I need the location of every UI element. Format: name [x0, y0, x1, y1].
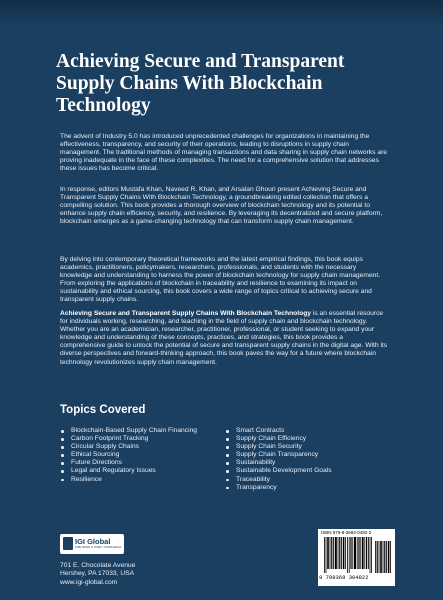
topic-item: Circular Supply Chains	[60, 443, 210, 451]
book-title-inline: Achieving Secure and Transparent Supply Chains With Blockchain Technology	[60, 310, 312, 317]
description-paragraph-4-text: is an essential resource for individuals working, researching, and teaching in the field of supply chain and blockchain technology. Whether you are an academician, researcher, practitioner, professional, or student seeking to expand your knowledge and understanding of these concepts, practices, and strategies, this book provides a comprehensive guide to unlock the potential of secure and transparent supply chains in the digital age. With its diverse perspectives and forward-thinking approach, this book paves the way for a future where blockchain technology revolutionizes supply chain management.	[60, 310, 388, 366]
description-paragraph-3: By delving into contemporary theoretical frameworks and the latest empirical findings, this book equips academics, practitioners, policymakers, researchers, professionals, and students with the necessary knowledge and understanding to harness the power of blockchain technology for supply chain management. From exploring the applications of blockchain in traceability and resilience to examining its impact on sustainability and ethical sourcing, this book covers a wide range of topics critical to achieving secure and transparent supply chains.	[60, 256, 381, 304]
logo-text: IGI Global	[75, 537, 111, 546]
description-paragraph-1: The advent of Industry 5.0 has introduced unprecedented challenges for organizations in maintaining the effectiveness, transparency, and security of their operations, leading to disruptions in supply chain management. The traditional methods of managing transactions and data sharing in supply chain networks are proving inadequate in the face of these complexities. The need for a comprehensive solution that addresses these issues has become critical.	[60, 133, 388, 173]
isbn-label: ISBN 979-8-3693-0482-2	[321, 530, 372, 535]
logo-mark-icon	[63, 537, 73, 550]
topics-list-left	[60, 427, 210, 484]
address-line-1: 701 E. Chocolate Avenue	[60, 562, 136, 569]
barcode	[318, 529, 395, 586]
topic-item: Transparency	[225, 484, 375, 492]
topic-item: Smart Contracts	[225, 427, 375, 435]
topic-item: Legal and Regulatory Issues	[60, 467, 210, 475]
top-band	[0, 0, 443, 26]
price-barcode-bars	[375, 537, 391, 573]
address-line-2: Hershey, PA 17033, USA	[60, 570, 135, 578]
description-paragraph-4	[60, 310, 390, 367]
topic-item: Supply Chain Efficiency	[225, 435, 375, 443]
topic-item: Blockchain-Based Supply Chain Financing	[60, 427, 210, 435]
publisher-address	[60, 562, 135, 587]
topic-item: Future Directions	[60, 459, 210, 467]
logo-subtext: PUBLISHER of TIMELY KNOWLEDGE	[75, 546, 122, 549]
topic-item: Traceability	[225, 476, 375, 484]
topic-item: Supply Chain Transparency	[225, 451, 375, 459]
description-paragraph-2: In response, editors Mustafa Khan, Naveed R. Khan, and Arsalan Ghouri present Achieving Secure and Transparent Supply Chains With Blockchain Technology, a groundbreaking edited collection that offers a compelling solution. This book provides a thorough overview of blockchain technology and its potential to enhance supply chain efficiency, security, and resilience. By leveraging its decentralized and secure platform, blockchain emerges as a game-changing technology that can transform supply chain management.	[60, 186, 383, 226]
topic-item: Carbon Footprint Tracking	[60, 435, 210, 443]
topic-item: Sustainable Development Goals	[225, 467, 375, 475]
topic-item: Supply Chain Security	[225, 443, 375, 451]
barcode-number: 9 798369 304822	[319, 574, 369, 581]
topic-item: Sustainability	[225, 459, 375, 467]
publisher-website: www.igi-global.com	[60, 578, 118, 586]
topic-item: Resilience	[60, 476, 210, 484]
barcode-bars	[324, 537, 372, 573]
book-title: Achieving Secure and Transparent Supply Chains With Blockchain Technology	[56, 51, 345, 116]
publisher-logo	[60, 534, 124, 554]
topic-item: Ethical Sourcing	[60, 451, 210, 459]
topics-list-right	[225, 427, 375, 492]
topics-heading: Topics Covered	[60, 404, 146, 416]
